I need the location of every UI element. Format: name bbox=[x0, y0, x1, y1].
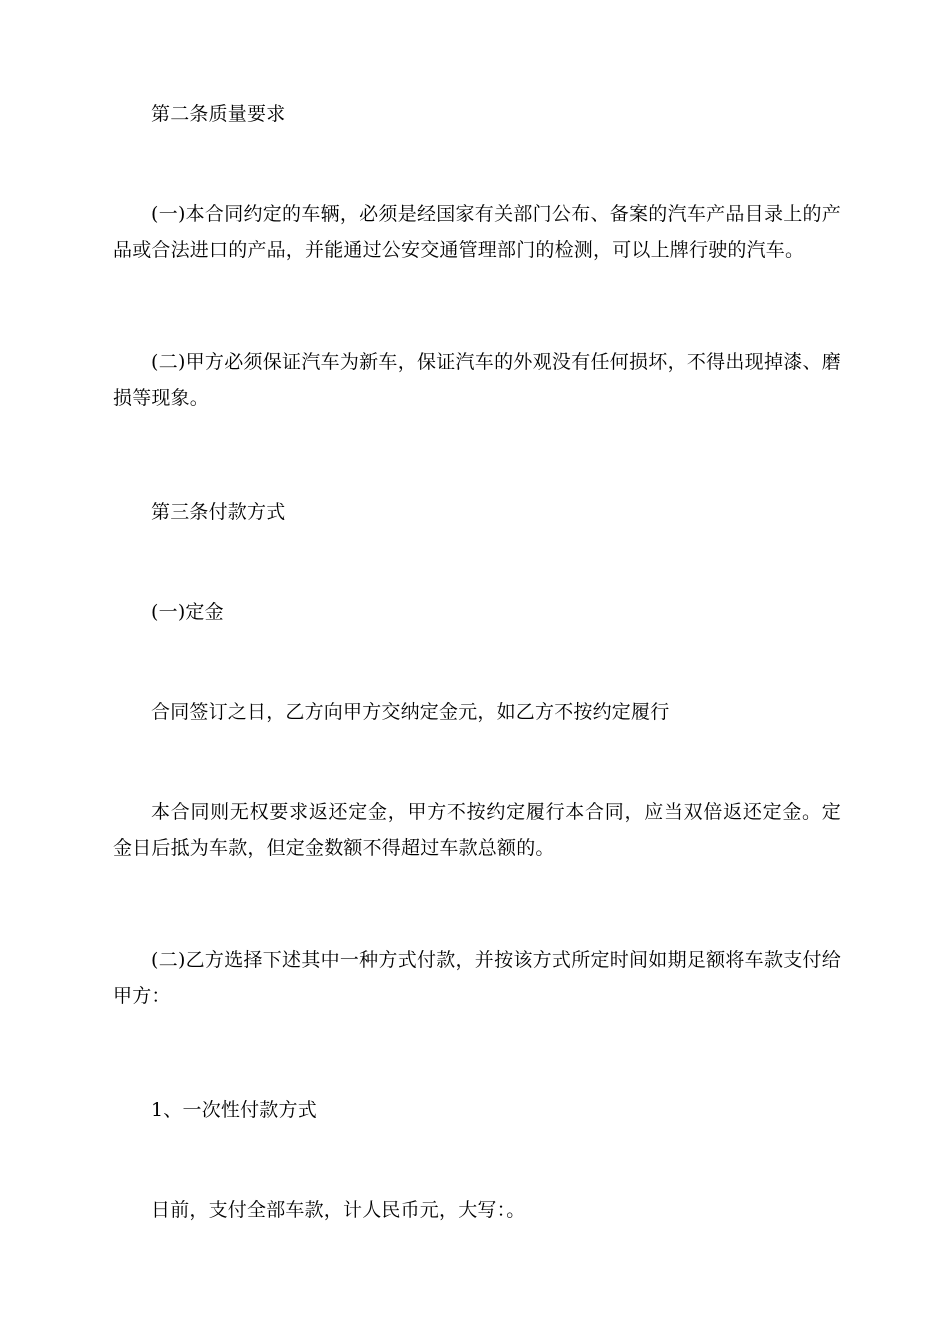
clause-paragraph: 合同签订之日，乙方向甲方交纳定金元，如乙方不按约定履行 bbox=[151, 701, 670, 723]
clause-paragraph: 本合同则无权要求返还定金，甲方不按约定履行本合同，应当双倍返还定金。定金日后抵为车款，但定金数额不得超过车款总额的。 bbox=[113, 801, 841, 859]
section-heading-quality: 第二条质量要求 bbox=[151, 103, 286, 125]
clause-paragraph: (一)本合同约定的车辆，必须是经国家有关部门公布、备案的汽车产品目录上的产品或合法进口的产品，并能通过公安交通管理部门的检测，可以上牌行驶的汽车。 bbox=[113, 203, 841, 261]
subsection-heading-deposit: (一)定金 bbox=[151, 601, 224, 623]
payment-option-heading: 1、一次性付款方式 bbox=[151, 1099, 317, 1121]
clause-paragraph: 日前，支付全部车款，计人民币元，大写：。 bbox=[151, 1199, 526, 1221]
clause-paragraph: (二)乙方选择下述其中一种方式付款，并按该方式所定时间如期足额将车款支付给甲方： bbox=[113, 949, 841, 1007]
section-heading-payment: 第三条付款方式 bbox=[151, 501, 286, 523]
clause-paragraph: (二)甲方必须保证汽车为新车，保证汽车的外观没有任何损坏，不得出现掉漆、磨损等现象。 bbox=[113, 351, 841, 409]
